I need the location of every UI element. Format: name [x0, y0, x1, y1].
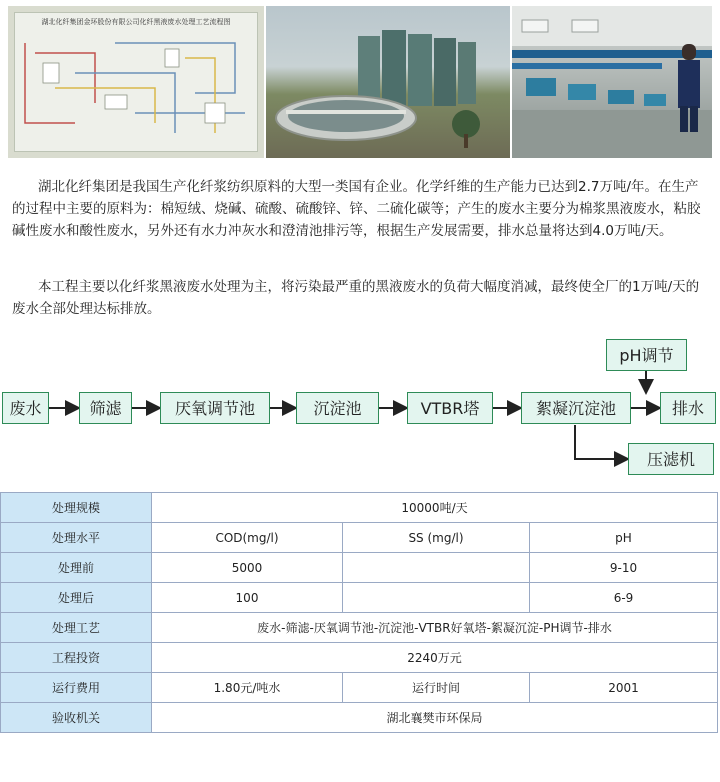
- table-row: [1, 523, 718, 553]
- cell-value: 100: [152, 583, 343, 613]
- row-label: 处理工艺: [1, 613, 152, 643]
- row-label: 处理水平: [1, 523, 152, 553]
- pump-room-photo: [512, 6, 712, 158]
- row-label: 处理规模: [1, 493, 152, 523]
- flow-node-sedimentation: 沉淀池: [296, 392, 379, 424]
- intro-paragraph: [12, 176, 712, 242]
- table-row: [1, 673, 718, 703]
- photo-strip: [8, 6, 712, 158]
- treatment-plant-photo: [266, 6, 510, 158]
- cell-value: 1.80元/吨水: [152, 673, 343, 703]
- cell-value: [343, 553, 530, 583]
- cell-value: 2240万元: [152, 643, 718, 673]
- project-paragraph-text: 本工程主要以化纤浆黑液废水处理为主，将污染最严重的黑液废水的负荷大幅度消减，最终使全厂的1万吨/天的废水全部处理达标排放。: [12, 279, 700, 317]
- pump-room-drawing: [512, 6, 712, 158]
- cell-value: pH: [530, 523, 718, 553]
- cell-value: 5000: [152, 553, 343, 583]
- flow-node-ph-adjust: pH调节: [606, 339, 687, 371]
- project-paragraph: [12, 276, 712, 320]
- flow-node-screening: 筛滤: [79, 392, 132, 424]
- flow-node-wastewater: 废水: [2, 392, 49, 424]
- table-row: [1, 643, 718, 673]
- table-row: [1, 703, 718, 733]
- flow-node-discharge: 排水: [660, 392, 716, 424]
- row-label: 处理后: [1, 583, 152, 613]
- cell-value: 2001: [530, 673, 718, 703]
- cell-value: 废水-筛滤-厌氧调节池-沉淀池-VTBR好氧塔-絮凝沉淀-PH调节-排水: [152, 613, 718, 643]
- cell-value: 10000吨/天: [152, 493, 718, 523]
- cell-value: 6-9: [530, 583, 718, 613]
- intro-paragraph-text: 湖北化纤集团是我国生产化纤浆纺织原料的大型一类国有企业。化学纤维的生产能力已达到2.7万吨/年。在生产的过程中主要的原料为：棉短绒、烧碱、硫酸、硫酸锌、锌、二硫化碳等；产生的废水主要分为棉浆黑液废水，粘胶碱性废水和酸性废水，另外还有水力冲灰水和澄清池排污等，根据生产发展需要，排水总量将达到4.0万吨/天。: [12, 179, 701, 239]
- cell-value: 9-10: [530, 553, 718, 583]
- diagram-board-title: 湖北化纤集团金环股份有限公司化纤黑液废水处理工艺流程图: [41, 18, 231, 26]
- diagram-board-drawing: [15, 13, 259, 153]
- flow-node-anaerobic-tank: 厌氧调节池: [160, 392, 270, 424]
- flow-node-filter-press: 压滤机: [628, 443, 714, 475]
- cell-value: [343, 583, 530, 613]
- table-row: [1, 553, 718, 583]
- project-data-table: [0, 492, 718, 733]
- treatment-plant-drawing: [266, 6, 510, 158]
- table-row: [1, 613, 718, 643]
- flow-node-flocculation: 絮凝沉淀池: [521, 392, 631, 424]
- cell-value: 湖北襄樊市环保局: [152, 703, 718, 733]
- row-label: 工程投资: [1, 643, 152, 673]
- row-label: 验收机关: [1, 703, 152, 733]
- process-diagram-photo: [8, 6, 264, 158]
- flow-node-vtbr: VTBR塔: [407, 392, 493, 424]
- table-row: [1, 493, 718, 523]
- table-row: [1, 583, 718, 613]
- row-label: 处理前: [1, 553, 152, 583]
- cell-value: SS (mg/l): [343, 523, 530, 553]
- diagram-board: [14, 12, 258, 152]
- cell-value: COD(mg/l): [152, 523, 343, 553]
- arrow-press: [575, 425, 626, 459]
- row-label: 运行费用: [1, 673, 152, 703]
- cell-value: 运行时间: [343, 673, 530, 703]
